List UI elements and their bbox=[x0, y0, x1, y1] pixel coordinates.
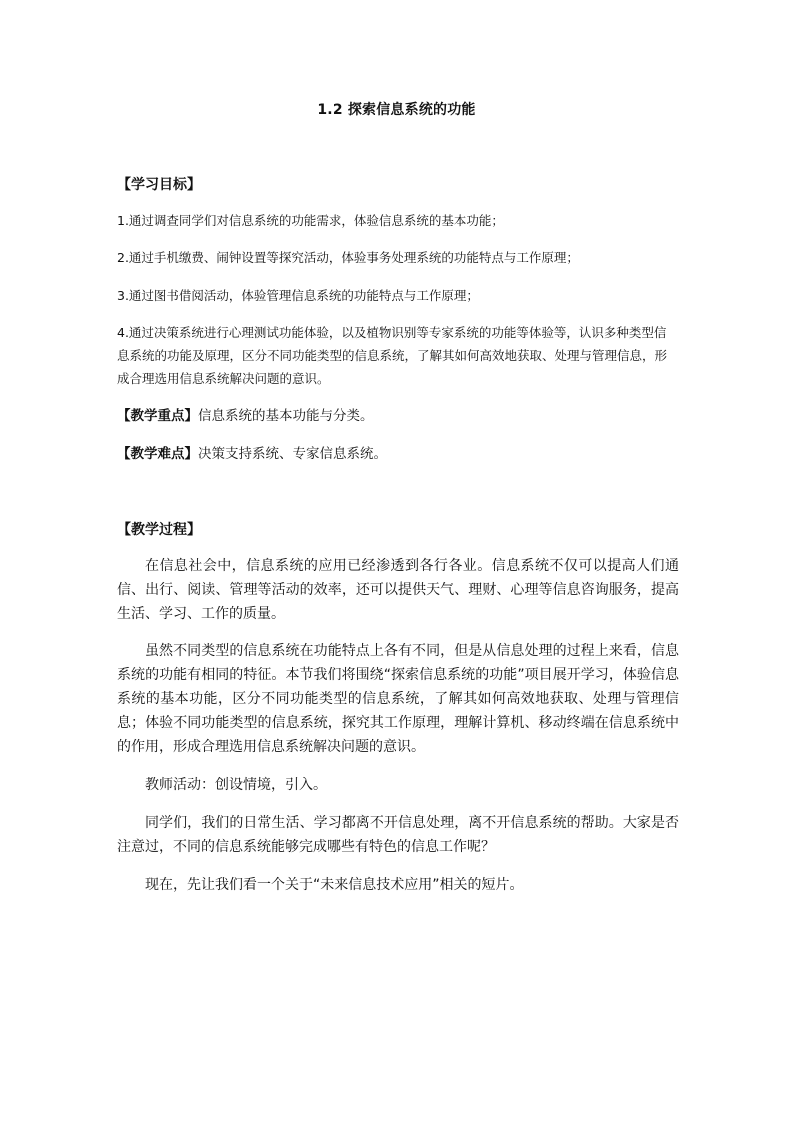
difficulties-label: 【教学难点】 bbox=[117, 446, 198, 462]
key-points-label: 【教学重点】 bbox=[117, 408, 198, 424]
objectives-heading: 【学习目标】 bbox=[117, 177, 201, 193]
process-paragraph-4: 现在，先让我们看一个关于“未来信息技术应用”相关的短片。 bbox=[145, 877, 524, 893]
difficulties bbox=[117, 442, 677, 467]
key-points bbox=[117, 404, 677, 429]
page-title: 1.2 探索信息系统的功能 bbox=[317, 102, 476, 118]
key-points-text: 信息系统的基本功能与分类。 bbox=[198, 408, 374, 424]
difficulties-text: 决策支持系统、专家信息系统。 bbox=[198, 446, 387, 462]
process-paragraph-1: 在信息社会中，信息系统的应用已经渗透到各行各业。信息系统不仅可以提高人们通信、出行、阅读、管理等活动的效率，还可以提供天气、理财、心理等信息咨询服务，提高生活、学习、工作的质量。 bbox=[117, 558, 679, 622]
teacher-activity: 教师活动：创设情境，引入。 bbox=[145, 777, 327, 793]
process-heading: 【教学过程】 bbox=[117, 522, 201, 538]
objective-item-2: 2.通过手机缴费、闹钟设置等探究活动，体验事务处理系统的功能特点与工作原理； bbox=[117, 250, 579, 265]
process-paragraph-2: 虽然不同类型的信息系统在功能特点上各有不同，但是从信息处理的过程上来看，信息系统的功能有相同的特征。本节我们将围绕“探索信息系统的功能”项目展开学习，体验信息系统的基本功能，区分不同功能类型的信息系统，了解其如何高效地获取、处理与管理信息；体验不同功能类型的信息系统，探究其工作原理，理解计算机、移动终端在信息系统中的作用，形成合理选用信息系统解决问题的意识。 bbox=[117, 643, 679, 755]
objective-item-3: 3.通过图书借阅活动，体验管理信息系统的功能特点与工作原理； bbox=[117, 288, 479, 303]
objective-item-1: 1.通过调查同学们对信息系统的功能需求，体验信息系统的基本功能； bbox=[117, 213, 504, 228]
process-paragraph-3: 同学们，我们的日常生活、学习都离不开信息处理，离不开信息系统的帮助。大家是否注意过，不同的信息系统能够完成哪些有特色的信息工作呢？ bbox=[117, 815, 679, 855]
objective-item-4: 4.通过决策系统进行心理测试功能体验，以及植物识别等专家系统的功能等体验等，认识多种类型信息系统的功能及原理，区分不同功能类型的信息系统，了解其如何高效地获取、处理与管理信息，形成合理选用信息系统解决问题的意识。 bbox=[117, 325, 668, 386]
